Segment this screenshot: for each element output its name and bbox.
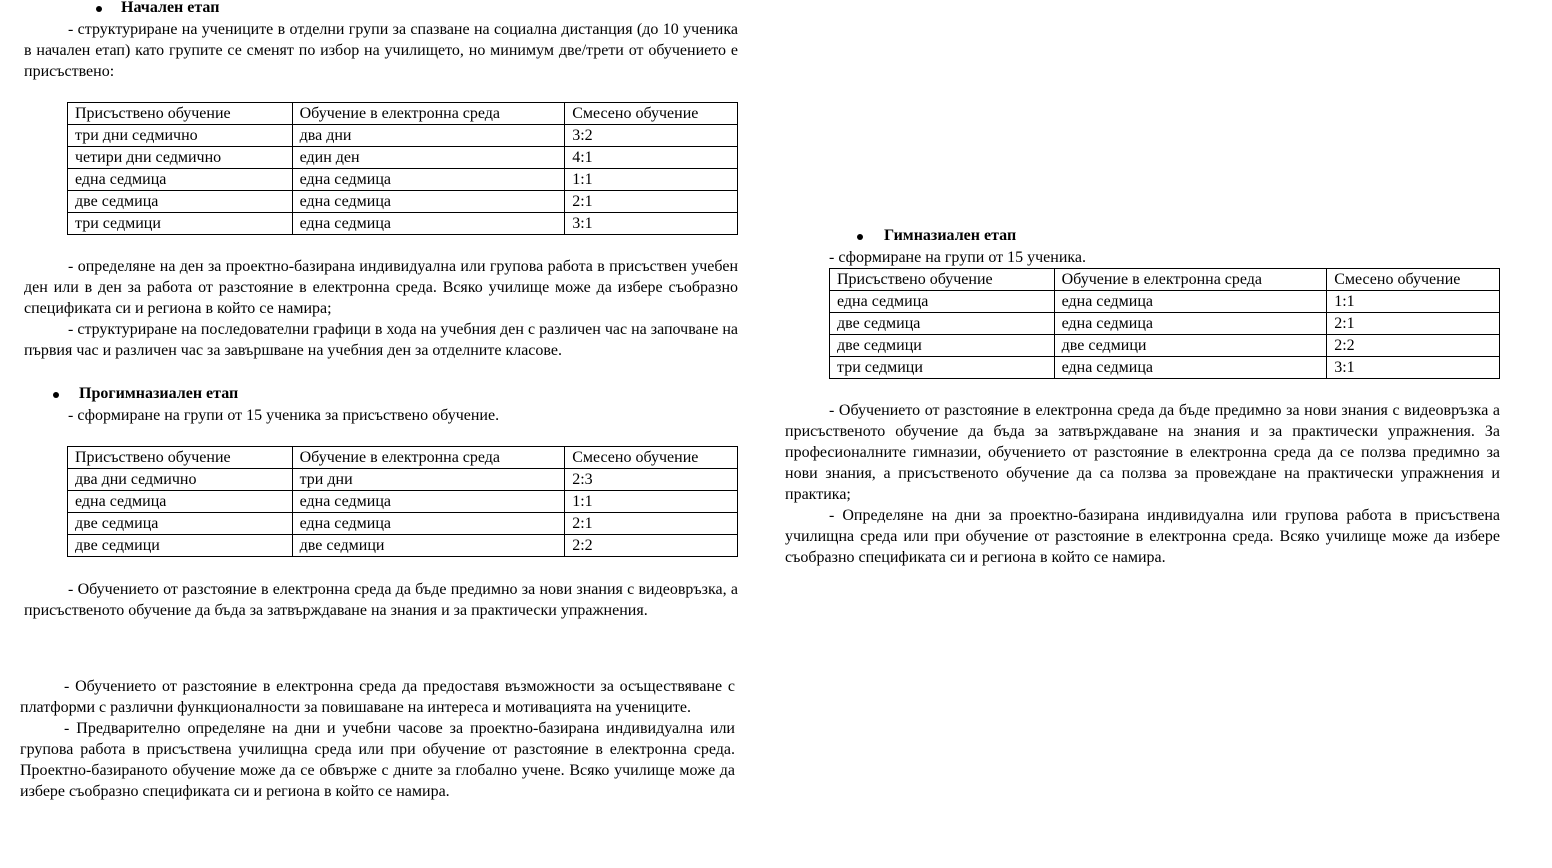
table-cell: 2:2: [565, 535, 738, 557]
table-header-cell: Присъствено обучение: [68, 103, 293, 125]
table-header-cell: Смесено обучение: [565, 103, 738, 125]
table-cell: една седмица: [830, 291, 1055, 313]
table-cell: една седмица: [292, 191, 565, 213]
table-cell: два дни седмично: [68, 469, 293, 491]
table-cell: две седмица: [68, 191, 293, 213]
table-header-cell: Обучение в електронна среда: [292, 103, 565, 125]
table-cell: 2:1: [565, 513, 738, 535]
stage2-heading: Прогимназиален етап: [79, 385, 239, 402]
table-header-cell: Смесено обучение: [565, 447, 738, 469]
stage3-table: [829, 268, 1500, 379]
stage2-intro: - сформиране на групи от 15 ученика за присъствено обучение.: [68, 407, 500, 424]
stage2-table: [67, 446, 738, 557]
table-row: [68, 513, 738, 535]
table-cell: 4:1: [565, 147, 738, 169]
table-row: [68, 491, 738, 513]
table-cell: 1:1: [565, 169, 738, 191]
stage3-intro: - сформиране на групи от 15 ученика.: [829, 249, 1087, 266]
table-row: [830, 291, 1500, 313]
table-cell: 3:1: [1327, 357, 1500, 379]
table-cell: един ден: [292, 147, 565, 169]
table-row: [68, 191, 738, 213]
table-header-row: [68, 103, 738, 125]
table-header-cell: Обучение в електронна среда: [1054, 269, 1327, 291]
table-cell: една седмица: [292, 213, 565, 235]
table-cell: една седмица: [292, 491, 565, 513]
table-header-cell: Смесено обучение: [1327, 269, 1500, 291]
table-row: [68, 125, 738, 147]
table-cell: два дни: [292, 125, 565, 147]
bullet-icon: [857, 234, 863, 240]
stage1-heading: Начален етап: [121, 0, 220, 16]
stage1-table: [67, 102, 738, 235]
table-row: [830, 313, 1500, 335]
stage1-paragraphs: - определяне на ден за проектно-базирана индивидуална или групова работа в присъствен учебен ден или в ден за работа от разстояние в електронна среда. Всяко училище може да избере съобразно спецификата си и региона в който се намира; - структуриране на последователни графици в хода на учебния ден с различен час на започване на първия час и различен час за завършване на учебния ден за отделните класове.: [24, 258, 738, 359]
table-cell: 2:1: [565, 191, 738, 213]
bullet-icon: [96, 6, 102, 12]
table-cell: три седмици: [68, 213, 293, 235]
stage3-paragraphs: - Обучението от разстояние в електронна среда да бъде предимно за нови знания с видеовръзка а присъственото обучение да бъда за затвърждаване на знания и за практически упражнения. За професионалните гимназии, обучението от разстояние в електронна среда да се ползва предимно за нови знания, а присъственото обучение да са ползва за провеждане на практически упражнения и практика; - Определяне на дни за проектно-базирана индивидуална или групова работа в присъствена училищна среда или при обучение от разстояние в електронна среда. Всяко училище може да избере съобразно спецификата си и региона в който се намира.: [785, 402, 1500, 566]
table-row: [830, 335, 1500, 357]
table-cell: една седмица: [1054, 357, 1327, 379]
table-header-cell: Обучение в електронна среда: [292, 447, 565, 469]
table-cell: три дни седмично: [68, 125, 293, 147]
table-row: [68, 169, 738, 191]
table-row: [68, 535, 738, 557]
table-row: [68, 469, 738, 491]
table-cell: две седмица: [68, 513, 293, 535]
table-cell: две седмици: [292, 535, 565, 557]
table-cell: 3:1: [565, 213, 738, 235]
table-cell: две седмици: [68, 535, 293, 557]
table-cell: три седмици: [830, 357, 1055, 379]
table-cell: три дни: [292, 469, 565, 491]
table-cell: 1:1: [565, 491, 738, 513]
table-cell: една седмица: [292, 169, 565, 191]
stage2-paragraph-2: - Обучението от разстояние в електронна среда да предоставя възможности за осъществяване с платформи с различни функционалности за повишаване на интереса и мотивацията на учениците. - Предварително определяне на дни и учебни часове за проектно-базирана индивидуална или групова работа в присъствена училищна среда или при обучение от разстояние в електронна среда. Проектно-базираното обучение може да се обвърже с дните за глобално учене. Всяко училище може да избере съобразно спецификата си и региона в който се намира.: [20, 678, 735, 800]
table-cell: две седмици: [1054, 335, 1327, 357]
table-cell: 2:1: [1327, 313, 1500, 335]
table-header-row: [68, 447, 738, 469]
stage3-heading: Гимназиален етап: [884, 227, 1017, 244]
table-header-cell: Присъствено обучение: [68, 447, 293, 469]
table-cell: една седмица: [1054, 291, 1327, 313]
table-cell: 2:2: [1327, 335, 1500, 357]
table-cell: една седмица: [68, 169, 293, 191]
stage2-paragraph-1: - Обучението от разстояние в електронна среда да бъде предимно за нови знания с видеовръзка, а присъственото обучение да бъда за затвърждаване на знания и за практически упражнения.: [24, 581, 738, 619]
table-row: [830, 357, 1500, 379]
table-cell: четири дни седмично: [68, 147, 293, 169]
table-cell: една седмица: [1054, 313, 1327, 335]
table-cell: 2:3: [565, 469, 738, 491]
table-header-cell: Присъствено обучение: [830, 269, 1055, 291]
bullet-icon: [53, 392, 59, 398]
table-cell: 3:2: [565, 125, 738, 147]
table-cell: една седмица: [68, 491, 293, 513]
table-cell: 1:1: [1327, 291, 1500, 313]
stage1-intro: - структуриране на учениците в отделни групи за спазване на социална дистанция (до 10 ученика в начален етап) като групите се сменят по избор на училището, но минимум две/трети от обучението е присъствено:: [24, 21, 738, 80]
table-row: [68, 213, 738, 235]
table-header-row: [830, 269, 1500, 291]
table-row: [68, 147, 738, 169]
table-cell: една седмица: [292, 513, 565, 535]
table-cell: две седмица: [830, 313, 1055, 335]
table-cell: две седмици: [830, 335, 1055, 357]
